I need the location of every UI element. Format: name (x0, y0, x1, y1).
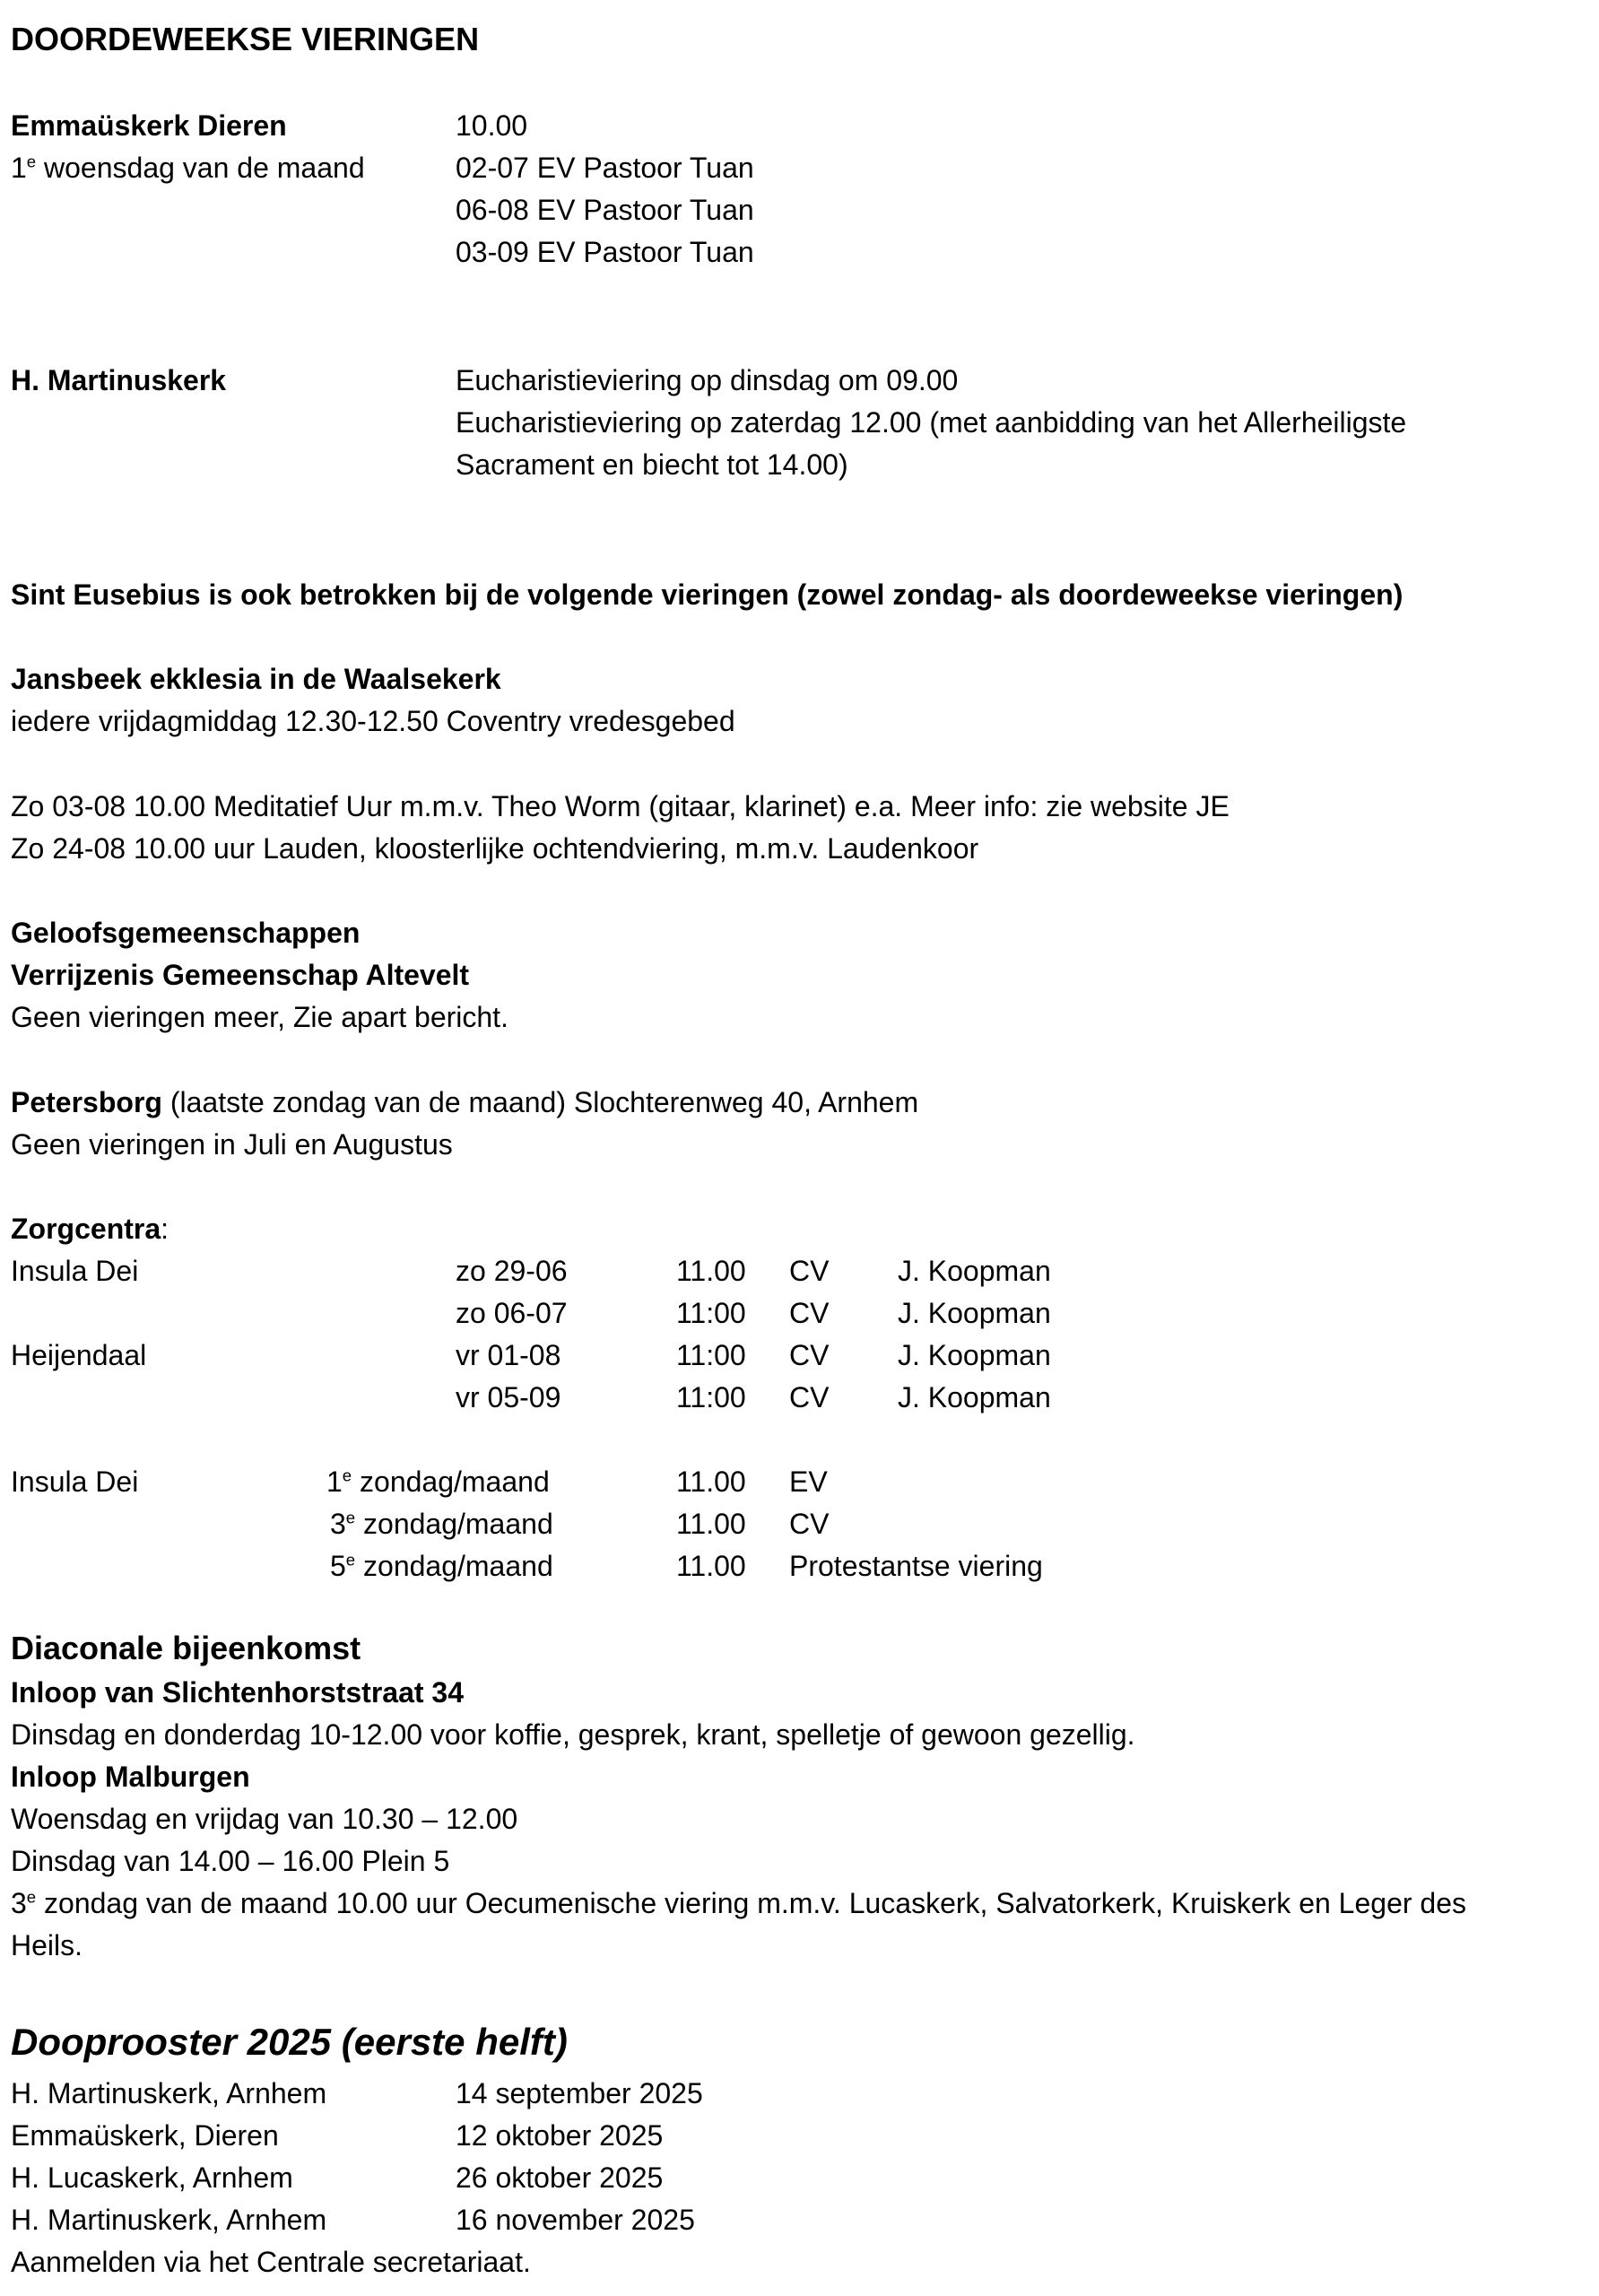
zorg-row-place: Insula Dei (11, 1255, 139, 1287)
zorg-row-time: 11:00 (676, 1297, 746, 1329)
insula-label-rest: zondag/maand (355, 1508, 553, 1540)
insula-label-num: 3 (330, 1508, 346, 1540)
doop-church: H. Lucaskerk, Arnhem (11, 2161, 293, 2194)
insula-label-sup: e (345, 1508, 356, 1527)
emmaus-label-rest: woensdag van de maand (36, 152, 365, 184)
jansbeek-event-1: Zo 03-08 10.00 Meditatief Uur m.m.v. Theo Worm (gitaar, klarinet) e.a. Meer info: zie website JE (11, 790, 1230, 822)
doop-date: 26 oktober 2025 (456, 2161, 664, 2194)
zorg-row-type: CV (789, 1339, 830, 1371)
petersborg-note: Geen vieringen in Juli en Augustus (11, 1128, 453, 1161)
petersborg-line (11, 1088, 918, 1117)
insula-type: CV (789, 1508, 830, 1540)
emmaus-date-2: 06-08 EV Pastoor Tuan (456, 194, 754, 226)
zorg-row-place: Heijendaal (11, 1339, 147, 1371)
insula-time: 11.00 (676, 1550, 746, 1582)
petersborg-rest: (laatste zondag van de maand) Slochterenweg 40, Arnhem (161, 1086, 919, 1118)
emmaus-label-num: 1 (11, 152, 27, 184)
geloof-line: Geen vieringen meer, Zie apart bericht. (11, 1001, 508, 1033)
dooprooster-note: Aanmelden via het Centrale secretariaat. (11, 2246, 531, 2278)
zorg-row-who: J. Koopman (898, 1297, 1051, 1329)
insula-label-sup: e (342, 1465, 352, 1485)
emmaus-date-1: 02-07 EV Pastoor Tuan (456, 152, 754, 184)
emmaus-time: 10.00 (456, 109, 528, 142)
insula-time: 11.00 (676, 1508, 746, 1540)
malburgen-line-2: Dinsdag van 14.00 – 16.00 Plein 5 (11, 1845, 450, 1877)
oec-sup: e (26, 1887, 37, 1907)
zorg-colon: : (161, 1213, 169, 1245)
eusebius-heading: Sint Eusebius is ook betrokken bij de volgende vieringen (zowel zondag- als doordeweekse vieringen) (11, 578, 1403, 611)
zorg-row-date: zo 29-06 (456, 1255, 568, 1287)
insula-time: 11.00 (676, 1465, 746, 1498)
martinus-name: H. Martinuskerk (11, 364, 227, 396)
insula-label (330, 1509, 553, 1538)
martinus-line-3: Sacrament en biecht tot 14.00) (456, 448, 848, 481)
geloof-title: Geloofsgemeenschappen (11, 917, 361, 949)
doop-church: H. Martinuskerk, Arnhem (11, 2204, 327, 2236)
zorg-row-who: J. Koopman (898, 1339, 1051, 1371)
insula-place: Insula Dei (11, 1465, 139, 1498)
slichten-line: Dinsdag en donderdag 10-12.00 voor koffie, gesprek, krant, spelletje of gewoon gezellig. (11, 1718, 1135, 1751)
oecumenisch-line (11, 1889, 1466, 1918)
emmaus-name: Emmaüskerk Dieren (11, 109, 287, 142)
zorg-row-type: CV (789, 1255, 830, 1287)
oec-num: 3 (11, 1887, 27, 1919)
zorg-row-type: CV (789, 1297, 830, 1329)
zorg-row-date: zo 06-07 (456, 1297, 568, 1329)
petersborg-name: Petersborg (11, 1086, 162, 1118)
insula-type: Protestantse viering (789, 1550, 1043, 1582)
insula-label-num: 5 (330, 1550, 346, 1582)
doop-date: 16 november 2025 (456, 2204, 695, 2236)
doop-date: 12 oktober 2025 (456, 2119, 664, 2152)
zorg-row-who: J. Koopman (898, 1255, 1051, 1287)
insula-label-rest: zondag/maand (355, 1550, 553, 1582)
insula-label-rest: zondag/maand (352, 1465, 550, 1498)
jansbeek-line: iedere vrijdagmiddag 12.30-12.50 Coventry vredesgebed (11, 705, 735, 737)
insula-label (330, 1552, 553, 1580)
zorg-title-line (11, 1214, 169, 1243)
dooprooster-title: Dooprooster 2025 (eerste helft) (11, 2021, 568, 2063)
zorg-row-date: vr 01-08 (456, 1339, 561, 1371)
emmaus-label (11, 153, 365, 182)
zorg-row-type: CV (789, 1381, 830, 1413)
zorg-row-date: vr 05-09 (456, 1381, 561, 1413)
zorg-row-who: J. Koopman (898, 1381, 1051, 1413)
malburgen-title: Inloop Malburgen (11, 1761, 250, 1793)
emmaus-date-3: 03-09 EV Pastoor Tuan (456, 236, 754, 268)
doop-church: Emmaüskerk, Dieren (11, 2119, 279, 2152)
martinus-line-1: Eucharistieviering op dinsdag om 09.00 (456, 364, 959, 396)
insula-type: EV (789, 1465, 828, 1498)
malburgen-line-1: Woensdag en vrijdag van 10.30 – 12.00 (11, 1803, 518, 1835)
page-title: DOORDEWEEKSE VIERINGEN (11, 21, 480, 57)
diaconale-title: Diaconale bijeenkomst (11, 1630, 361, 1666)
martinus-line-2: Eucharistieviering op zaterdag 12.00 (met aanbidding van het Allerheiligste (456, 406, 1407, 439)
insula-label-sup: e (345, 1550, 356, 1570)
zorg-title: Zorgcentra (11, 1213, 161, 1245)
zorg-row-time: 11.00 (676, 1255, 746, 1287)
emmaus-label-sup: e (26, 152, 37, 171)
jansbeek-title: Jansbeek ekklesia in de Waalsekerk (11, 663, 501, 695)
oec-rest: zondag van de maand 10.00 uur Oecumenische viering m.m.v. Lucaskerk, Salvatorkerk, Kruiskerk en Leger des (36, 1887, 1466, 1919)
doop-church: H. Martinuskerk, Arnhem (11, 2077, 327, 2109)
jansbeek-event-2: Zo 24-08 10.00 uur Lauden, kloosterlijke ochtendviering, m.m.v. Laudenkoor (11, 832, 979, 865)
zorg-row-time: 11:00 (676, 1381, 746, 1413)
insula-label (326, 1467, 550, 1496)
zorg-row-time: 11:00 (676, 1339, 746, 1371)
doop-date: 14 september 2025 (456, 2077, 703, 2109)
slichten-title: Inloop van Slichtenhorststraat 34 (11, 1676, 464, 1709)
geloof-subtitle: Verrijzenis Gemeenschap Altevelt (11, 959, 470, 991)
insula-label-num: 1 (326, 1465, 343, 1498)
oecumenisch-cont: Heils. (11, 1929, 83, 1961)
